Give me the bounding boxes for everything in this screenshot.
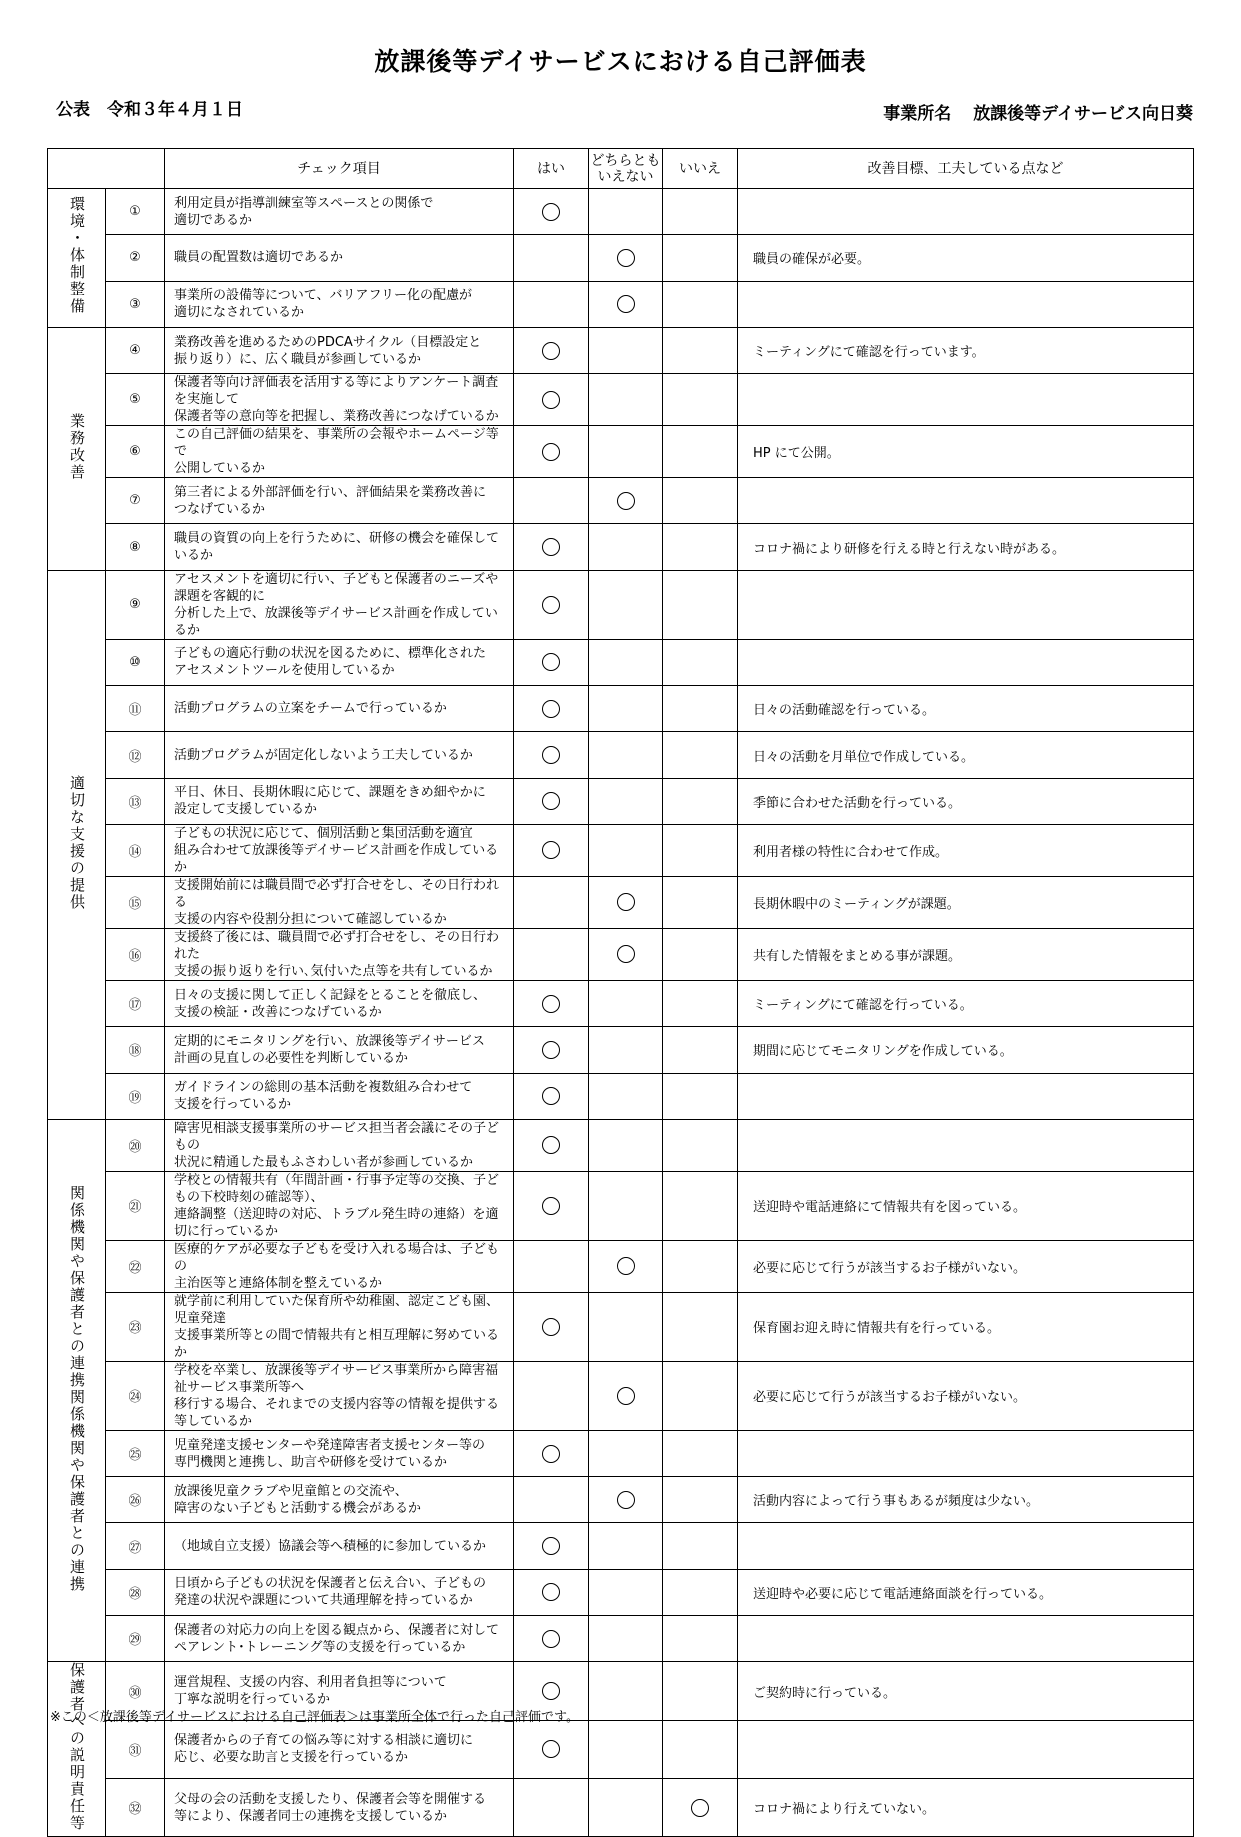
check-item-text: 日々の支援に関して正しく記録をとることを徹底し、 支援の検証・改善につなげているか (165, 980, 514, 1026)
circle-mark-icon (542, 1583, 560, 1601)
answer-no-cell (663, 327, 738, 373)
answer-yes-cell (514, 1523, 589, 1569)
category-label: 保護者への説明責任等 (68, 1662, 86, 1833)
answer-neither-cell (589, 1616, 663, 1662)
answer-no-cell (663, 478, 738, 524)
item-number: ⑨ (106, 570, 165, 639)
item-number: ④ (106, 327, 165, 373)
answer-no-cell (663, 1240, 738, 1292)
answer-neither-cell (589, 1027, 663, 1073)
page-title: 放課後等デイサービスにおける自己評価表 (374, 47, 867, 76)
answer-no-cell (663, 1523, 738, 1569)
improvement-note: ミーティングにて確認を行っています。 (738, 327, 1194, 373)
check-item-text: 保護者の対応力の向上を図る観点から、保護者に対して ペアレント･トレーニング等の支援を行っているか (165, 1616, 514, 1662)
circle-mark-icon (542, 746, 560, 764)
item-number: ⑩ (106, 639, 165, 685)
circle-mark-icon (542, 1087, 560, 1105)
check-item-text: 障害児相談支援事業所のサービス担当者会議にその子どもの 状況に精通した最もふさわしい者が参画しているか (165, 1119, 514, 1171)
answer-neither-cell (589, 524, 663, 570)
check-item-text: 保護者等向け評価表を活用する等によりアンケート調査を実施して 保護者等の意向等を把握し、業務改善につなげているか (165, 374, 514, 426)
answer-no-cell (663, 1292, 738, 1361)
answer-neither-cell (589, 374, 663, 426)
category-cell (48, 327, 106, 570)
check-item-text: 定期的にモニタリングを行い、放課後等デイサービス 計画の見直しの必要性を判断しているか (165, 1027, 514, 1073)
table-row (48, 570, 1194, 639)
item-number: ㉙ (106, 1616, 165, 1662)
check-item-text: 放課後児童クラブや児童館との交流や、 障害のない子どもと活動する機会があるか (165, 1477, 514, 1523)
circle-mark-icon (542, 538, 560, 556)
improvement-note: 必要に応じて行うが該当するお子様がいない。 (738, 1240, 1194, 1292)
answer-yes-cell (514, 1569, 589, 1615)
circle-mark-icon (542, 391, 560, 409)
answer-yes-cell (514, 980, 589, 1026)
answer-neither-cell (589, 1477, 663, 1523)
check-item-text: 学校を卒業し、放課後等デイサービス事業所から障害福祉サービス事業所等へ 移行する場合、それまでの支援内容等の情報を提供する等しているか (165, 1361, 514, 1430)
table-row (48, 374, 1194, 426)
item-number: ㉚ (106, 1662, 165, 1720)
category-label: 業務改善 (68, 412, 86, 481)
answer-neither-cell (589, 1523, 663, 1569)
answer-yes-cell (514, 478, 589, 524)
office-label: 事業所名 (883, 104, 952, 124)
category-cell (48, 1662, 106, 1837)
answer-neither-cell (589, 1119, 663, 1171)
improvement-note: 利用者様の特性に合わせて作成。 (738, 824, 1194, 876)
improvement-note: ミーティングにて確認を行っている。 (738, 980, 1194, 1026)
improvement-note: 職員の確保が必要。 (738, 235, 1194, 281)
answer-no-cell (663, 1616, 738, 1662)
improvement-note: 共有した情報をまとめる事が課題。 (738, 928, 1194, 980)
answer-neither-cell (589, 1292, 663, 1361)
circle-mark-icon (542, 1197, 560, 1215)
category-label: 関係機関や保護者との連携関係機関や保護者との連携 (68, 1184, 86, 1593)
answer-neither-cell (589, 1662, 663, 1720)
answer-no-cell (663, 281, 738, 327)
circle-mark-icon (542, 792, 560, 810)
office-name: 放課後等デイサービス向日葵 (973, 104, 1193, 124)
answer-neither-cell (589, 1240, 663, 1292)
answer-no-cell (663, 778, 738, 824)
table-row (48, 524, 1194, 570)
answer-neither-cell (589, 980, 663, 1026)
answer-neither-cell (589, 570, 663, 639)
improvement-note (738, 281, 1194, 327)
answer-yes-cell (514, 426, 589, 478)
circle-mark-icon (542, 1537, 560, 1555)
improvement-note: 期間に応じてモニタリングを作成している。 (738, 1027, 1194, 1073)
answer-neither-cell (589, 778, 663, 824)
improvement-note: HP にて公開。 (738, 426, 1194, 478)
improvement-note: コロナ禍により行えていない。 (738, 1779, 1194, 1837)
circle-mark-icon (617, 945, 635, 963)
answer-no-cell (663, 1430, 738, 1476)
item-number: ㉖ (106, 1477, 165, 1523)
circle-mark-icon (542, 1041, 560, 1059)
answer-yes-cell (514, 524, 589, 570)
answer-no-cell (663, 876, 738, 928)
answer-yes-cell (514, 1616, 589, 1662)
improvement-note: コロナ禍により研修を行える時と行えない時がある。 (738, 524, 1194, 570)
item-number: ⑭ (106, 824, 165, 876)
table-row (48, 1171, 1194, 1240)
answer-no-cell (663, 1477, 738, 1523)
circle-mark-icon (542, 653, 560, 671)
answer-yes-cell (514, 235, 589, 281)
answer-yes-cell (514, 1171, 589, 1240)
improvement-note: ご契約時に行っている。 (738, 1662, 1194, 1720)
check-item-text: 活動プログラムの立案をチームで行っているか (165, 686, 514, 732)
check-item-text: 平日、休日、長期休暇に応じて、課題をきめ細やかに 設定して支援しているか (165, 778, 514, 824)
answer-yes-cell (514, 1292, 589, 1361)
table-row (48, 1523, 1194, 1569)
check-item-text: 活動プログラムが固定化しないよう工夫しているか (165, 732, 514, 778)
answer-neither-cell (589, 189, 663, 235)
answer-yes-cell (514, 778, 589, 824)
circle-mark-icon (542, 596, 560, 614)
circle-mark-icon (617, 492, 635, 510)
answer-yes-cell (514, 189, 589, 235)
check-item-text: 就学前に利用していた保育所や幼稚園、認定こども園、児童発達 支援事業所等との間で情報共有と相互理解に努めているか (165, 1292, 514, 1361)
check-item-text: 父母の会の活動を支援したり、保護者会等を開催する 等により、保護者同士の連携を支援しているか (165, 1779, 514, 1837)
table-row (48, 1073, 1194, 1119)
answer-yes-cell (514, 1027, 589, 1073)
item-number: ㉛ (106, 1720, 165, 1778)
table-row (48, 824, 1194, 876)
answer-no-cell (663, 1027, 738, 1073)
table-row (48, 1477, 1194, 1523)
answer-neither-cell (589, 1430, 663, 1476)
answer-no-cell (663, 980, 738, 1026)
improvement-note (738, 1119, 1194, 1171)
circle-mark-icon (542, 1630, 560, 1648)
table-row (48, 327, 1194, 373)
item-number: ⑯ (106, 928, 165, 980)
table-row (48, 732, 1194, 778)
answer-yes-cell (514, 824, 589, 876)
item-number: ㉔ (106, 1361, 165, 1430)
item-number: ⑰ (106, 980, 165, 1026)
answer-no-cell (663, 235, 738, 281)
item-number: ⑲ (106, 1073, 165, 1119)
answer-neither-cell (589, 281, 663, 327)
answer-neither-cell (589, 824, 663, 876)
category-cell (48, 570, 106, 1119)
check-item-text: 子どもの適応行動の状況を図るために、標準化された アセスメントツールを使用しているか (165, 639, 514, 685)
answer-no-cell (663, 1361, 738, 1430)
check-item-text: ガイドラインの総則の基本活動を複数組み合わせて 支援を行っているか (165, 1073, 514, 1119)
item-number: ⑥ (106, 426, 165, 478)
table-row (48, 1292, 1194, 1361)
improvement-note (738, 189, 1194, 235)
answer-neither-cell (589, 639, 663, 685)
item-number: ㉘ (106, 1569, 165, 1615)
circle-mark-icon (542, 1445, 560, 1463)
circle-mark-icon (617, 893, 635, 911)
answer-yes-cell (514, 281, 589, 327)
circle-mark-icon (542, 1318, 560, 1336)
header-item: チェック項目 (165, 149, 514, 189)
answer-no-cell (663, 1119, 738, 1171)
item-number: ㉗ (106, 1523, 165, 1569)
circle-mark-icon (542, 1682, 560, 1700)
check-item-text: 児童発達支援センターや発達障害者支援センター等の 専門機関と連携し、助言や研修を受けているか (165, 1430, 514, 1476)
category-cell (48, 1119, 106, 1661)
table-row (48, 478, 1194, 524)
check-item-text: 学校との情報共有（年間計画・行事予定等の交換、子どもの下校時刻の確認等）、 連絡調整（送迎時の対応、トラブル発生時の連絡）を適切に行っているか (165, 1171, 514, 1240)
circle-mark-icon (617, 1387, 635, 1405)
answer-neither-cell (589, 928, 663, 980)
circle-mark-icon (542, 443, 560, 461)
check-item-text: 子どもの状況に応じて、個別活動と集団活動を適宜 組み合わせて放課後等デイサービス計画を作成しているか (165, 824, 514, 876)
check-item-text: 支援開始前には職員間で必ず打合せをし、その日行われる 支援の内容や役割分担について確認しているか (165, 876, 514, 928)
answer-yes-cell (514, 732, 589, 778)
item-number: ⑤ (106, 374, 165, 426)
improvement-note (738, 1073, 1194, 1119)
check-item-text: 利用定員が指導訓練室等スペースとの関係で 適切であるか (165, 189, 514, 235)
improvement-note (738, 374, 1194, 426)
answer-yes-cell (514, 686, 589, 732)
answer-no-cell (663, 426, 738, 478)
table-row (48, 876, 1194, 928)
item-number: ⑮ (106, 876, 165, 928)
check-item-text: 医療的ケアが必要な子どもを受け入れる場合は、子どもの 主治医等と連絡体制を整えているか (165, 1240, 514, 1292)
item-number: ⑪ (106, 686, 165, 732)
header-blank (48, 149, 165, 189)
answer-yes-cell (514, 639, 589, 685)
check-item-text: 職員の配置数は適切であるか (165, 235, 514, 281)
answer-neither-cell (589, 426, 663, 478)
improvement-note (738, 639, 1194, 685)
improvement-note: 季節に合わせた活動を行っている。 (738, 778, 1194, 824)
table-row (48, 1361, 1194, 1430)
answer-yes-cell (514, 1073, 589, 1119)
item-number: ⑫ (106, 732, 165, 778)
check-item-text: 業務改善を進めるためのPDCAサイクル（目標設定と 振り返り）に、広く職員が参画しているか (165, 327, 514, 373)
item-number: ㉜ (106, 1779, 165, 1837)
circle-mark-icon (617, 1491, 635, 1509)
improvement-note: 日々の活動を月単位で作成している。 (738, 732, 1194, 778)
circle-mark-icon (542, 342, 560, 360)
item-number: ⑱ (106, 1027, 165, 1073)
improvement-note (738, 1523, 1194, 1569)
answer-neither-cell (589, 235, 663, 281)
answer-neither-cell (589, 1569, 663, 1615)
check-item-text: （地域自立支援）協議会等へ積極的に参加しているか (165, 1523, 514, 1569)
answer-no-cell (663, 1171, 738, 1240)
improvement-note: 日々の活動確認を行っている。 (738, 686, 1194, 732)
answer-yes-cell (514, 1477, 589, 1523)
item-number: ① (106, 189, 165, 235)
header-yes: はい (514, 149, 589, 189)
item-number: ② (106, 235, 165, 281)
answer-neither-cell (589, 327, 663, 373)
answer-yes-cell (514, 1361, 589, 1430)
table-row (48, 928, 1194, 980)
answer-no-cell (663, 189, 738, 235)
improvement-note: 送迎時や必要に応じて電話連絡面談を行っている。 (738, 1569, 1194, 1615)
answer-yes-cell (514, 1119, 589, 1171)
answer-no-cell (663, 374, 738, 426)
check-item-text: 保護者からの子育ての悩み等に対する相談に適切に 応じ、必要な助言と支援を行っているか (165, 1720, 514, 1778)
answer-yes-cell (514, 1240, 589, 1292)
circle-mark-icon (542, 1740, 560, 1758)
answer-yes-cell (514, 1720, 589, 1778)
circle-mark-icon (617, 295, 635, 313)
answer-neither-cell (589, 686, 663, 732)
answer-no-cell (663, 1569, 738, 1615)
improvement-note (738, 1616, 1194, 1662)
item-number: ③ (106, 281, 165, 327)
check-item-text: この自己評価の結果を、事業所の会報やホームページ等で 公開しているか (165, 426, 514, 478)
answer-neither-cell (589, 1361, 663, 1430)
circle-mark-icon (542, 841, 560, 859)
table-row (48, 686, 1194, 732)
table-row (48, 1569, 1194, 1615)
circle-mark-icon (542, 700, 560, 718)
improvement-note: 活動内容によって行う事もあるが頻度は少ない。 (738, 1477, 1194, 1523)
answer-neither-cell (589, 1073, 663, 1119)
publication-date: 公表 令和３年４月１日 (56, 100, 243, 120)
table-row (48, 778, 1194, 824)
answer-no-cell (663, 928, 738, 980)
table-row (48, 1119, 1194, 1171)
answer-yes-cell (514, 1779, 589, 1837)
answer-no-cell (663, 639, 738, 685)
table-row (48, 1027, 1194, 1073)
answer-neither-cell (589, 732, 663, 778)
category-label: 環境・体制整備 (68, 196, 86, 316)
answer-neither-cell (589, 1779, 663, 1837)
category-cell (48, 189, 106, 328)
check-item-text: 事業所の設備等について、バリアフリー化の配慮が 適切になされているか (165, 281, 514, 327)
table-row (48, 235, 1194, 281)
header-notes: 改善目標、工夫している点など (738, 149, 1194, 189)
table-row (48, 639, 1194, 685)
table-row (48, 1616, 1194, 1662)
improvement-note (738, 1430, 1194, 1476)
answer-no-cell (663, 1662, 738, 1720)
table-row (48, 1240, 1194, 1292)
footnote: ※この＜放課後等デイサービスにおける自己評価表＞は事業所全体で行った自己評価です。 (50, 1710, 579, 1725)
item-number: ㉓ (106, 1292, 165, 1361)
answer-yes-cell (514, 570, 589, 639)
item-number: ⑬ (106, 778, 165, 824)
answer-neither-cell (589, 1720, 663, 1778)
answer-no-cell (663, 686, 738, 732)
answer-neither-cell (589, 876, 663, 928)
header-neither: どちらとも いえない (589, 149, 663, 189)
improvement-note (738, 570, 1194, 639)
table-row (48, 1720, 1194, 1778)
improvement-note (738, 1720, 1194, 1778)
answer-yes-cell (514, 1430, 589, 1476)
evaluation-table (47, 148, 1194, 1837)
check-item-text: アセスメントを適切に行い、子どもと保護者のニーズや課題を客観的に 分析した上で、放課後等デイサービス計画を作成しているか (165, 570, 514, 639)
answer-no-cell (663, 1073, 738, 1119)
table-row (48, 189, 1194, 235)
answer-no-cell (663, 732, 738, 778)
check-item-text: 支援終了後には、職員間で必ず打合せをし、その日行われた 支援の振り返りを行い､気付いた点等を共有しているか (165, 928, 514, 980)
answer-no-cell (663, 824, 738, 876)
check-item-text: 日頃から子どもの状況を保護者と伝え合い、子どもの 発達の状況や課題について共通理解を持っているか (165, 1569, 514, 1615)
improvement-note: 長期休暇中のミーティングが課題。 (738, 876, 1194, 928)
answer-no-cell (663, 1779, 738, 1837)
category-label: 適切な支援の提供 (68, 774, 86, 911)
answer-yes-cell (514, 876, 589, 928)
improvement-note: 送迎時や電話連絡にて情報共有を図っている。 (738, 1171, 1194, 1240)
answer-yes-cell (514, 928, 589, 980)
answer-no-cell (663, 1720, 738, 1778)
item-number: ㉑ (106, 1171, 165, 1240)
circle-mark-icon (617, 1257, 635, 1275)
answer-neither-cell (589, 478, 663, 524)
table-row (48, 980, 1194, 1026)
circle-mark-icon (617, 249, 635, 267)
answer-yes-cell (514, 374, 589, 426)
improvement-note: 保育園お迎え時に情報共有を行っている。 (738, 1292, 1194, 1361)
check-item-text: 運営規程、支援の内容、利用者負担等について 丁寧な説明を行っているか (165, 1662, 514, 1720)
item-number: ⑧ (106, 524, 165, 570)
circle-mark-icon (542, 1136, 560, 1154)
item-number: ㉒ (106, 1240, 165, 1292)
circle-mark-icon (542, 995, 560, 1013)
table-row (48, 281, 1194, 327)
check-item-text: 第三者による外部評価を行い、評価結果を業務改善に つなげているか (165, 478, 514, 524)
table-row (48, 1430, 1194, 1476)
item-number: ⑦ (106, 478, 165, 524)
answer-yes-cell (514, 327, 589, 373)
item-number: ㉕ (106, 1430, 165, 1476)
circle-mark-icon (542, 203, 560, 221)
answer-neither-cell (589, 1171, 663, 1240)
improvement-note: 必要に応じて行うが該当するお子様がいない。 (738, 1361, 1194, 1430)
table-row (48, 426, 1194, 478)
table-row (48, 1779, 1194, 1837)
office-info (867, 99, 1193, 124)
improvement-note (738, 478, 1194, 524)
answer-no-cell (663, 570, 738, 639)
circle-mark-icon (691, 1799, 709, 1817)
header-row (48, 149, 1194, 189)
check-item-text: 職員の資質の向上を行うために、研修の機会を確保して いるか (165, 524, 514, 570)
header-no: いいえ (663, 149, 738, 189)
item-number: ⑳ (106, 1119, 165, 1171)
answer-no-cell (663, 524, 738, 570)
